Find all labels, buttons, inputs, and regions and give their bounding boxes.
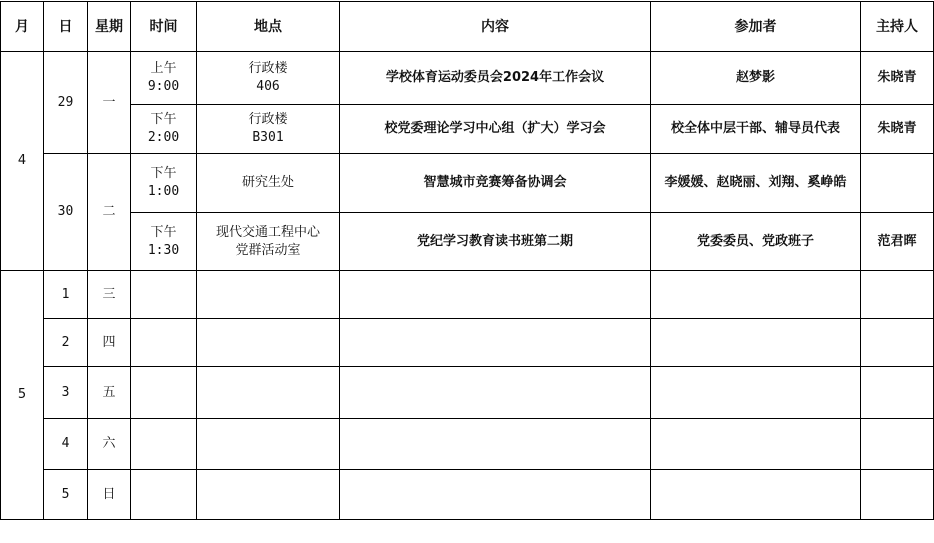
- day-cell: 2: [44, 319, 88, 367]
- participants-cell: [651, 319, 861, 367]
- host-cell: [861, 419, 934, 470]
- header-participants: 参加者: [651, 2, 861, 52]
- host-cell: [861, 271, 934, 319]
- participants-cell: 赵梦影: [651, 52, 861, 105]
- table-header-row: [1, 2, 934, 52]
- header-time: 时间: [131, 2, 197, 52]
- meeting-schedule-table: [0, 1, 934, 520]
- content-cell: [340, 271, 651, 319]
- participants-cell: 校全体中层干部、辅导员代表: [651, 105, 861, 154]
- time-cell: [131, 271, 197, 319]
- time-cell: [131, 154, 197, 213]
- host-cell: 朱晓青: [861, 52, 934, 105]
- table-row: [1, 319, 934, 367]
- weekday-cell: 四: [88, 319, 131, 367]
- time-clock: 2:00: [147, 130, 180, 145]
- table-row: [1, 105, 934, 154]
- time-cell: [131, 470, 197, 520]
- weekday-cell: 日: [88, 470, 131, 520]
- location-line: 406: [256, 79, 280, 94]
- location-cell: [197, 470, 340, 520]
- location-line: 行政楼: [248, 61, 288, 76]
- content-cell: [340, 470, 651, 520]
- participants-cell: [651, 271, 861, 319]
- content-cell: [340, 419, 651, 470]
- location-line: 现代交通工程中心: [215, 224, 320, 240]
- content-cell: 学校体育运动委员会2024年工作会议: [340, 52, 651, 105]
- participants-cell: 党委委员、党政班子: [651, 213, 861, 271]
- time-cell: [131, 319, 197, 367]
- table-row: [1, 419, 934, 470]
- time-cell: [131, 367, 197, 419]
- participants-cell: [651, 367, 861, 419]
- participants-cell: [651, 419, 861, 470]
- location-cell: [197, 105, 340, 154]
- location-cell: [197, 367, 340, 419]
- day-cell: 1: [44, 271, 88, 319]
- location-cell: [197, 419, 340, 470]
- location-line: 行政楼: [248, 112, 288, 127]
- month-cell: 5: [1, 271, 44, 520]
- day-cell: 4: [44, 419, 88, 470]
- location-cell: [197, 271, 340, 319]
- header-weekday: 星期: [88, 2, 131, 52]
- header-host: 主持人: [861, 2, 934, 52]
- time-cell: [131, 213, 197, 271]
- participants-cell: [651, 470, 861, 520]
- weekday-cell: 一: [88, 52, 131, 154]
- header-location: 地点: [197, 2, 340, 52]
- host-cell: [861, 319, 934, 367]
- day-cell: 3: [44, 367, 88, 419]
- table-row: [1, 367, 934, 419]
- weekday-cell: 二: [88, 154, 131, 271]
- header-content: 内容: [340, 2, 651, 52]
- content-cell: [340, 367, 651, 419]
- participants-cell: 李媛媛、赵晓丽、刘翔、奚峥皓: [651, 154, 861, 213]
- content-cell: 校党委理论学习中心组（扩大）学习会: [340, 105, 651, 154]
- month-cell: 4: [1, 52, 44, 271]
- header-month: 月: [1, 2, 44, 52]
- weekday-cell: 六: [88, 419, 131, 470]
- time-period: 上午: [150, 61, 177, 76]
- content-cell: 智慧城市竞赛筹备协调会: [340, 154, 651, 213]
- host-cell: 朱晓青: [861, 105, 934, 154]
- weekday-cell: 五: [88, 367, 131, 419]
- host-cell: [861, 367, 934, 419]
- location-line: 研究生处: [241, 175, 294, 190]
- location-line: 党群活动室: [235, 242, 301, 258]
- content-cell: 党纪学习教育读书班第二期: [340, 213, 651, 271]
- host-cell: [861, 154, 934, 213]
- weekday-cell: 三: [88, 271, 131, 319]
- time-clock: 1:00: [147, 184, 180, 199]
- host-cell: [861, 470, 934, 520]
- location-cell: [197, 319, 340, 367]
- header-day: 日: [44, 2, 88, 52]
- location-cell: [197, 154, 340, 213]
- time-cell: [131, 52, 197, 105]
- time-clock: 1:30: [147, 242, 180, 258]
- time-period: 下午: [150, 224, 177, 240]
- location-line: B301: [252, 130, 284, 145]
- table-row: [1, 213, 934, 271]
- time-clock: 9:00: [147, 79, 180, 94]
- table-row: [1, 271, 934, 319]
- table-row: [1, 470, 934, 520]
- day-cell: 30: [44, 154, 88, 271]
- content-cell: [340, 319, 651, 367]
- time-period: 下午: [150, 112, 177, 127]
- host-cell: 范君晖: [861, 213, 934, 271]
- time-period: 下午: [150, 166, 177, 181]
- time-cell: [131, 419, 197, 470]
- day-cell: 5: [44, 470, 88, 520]
- time-cell: [131, 105, 197, 154]
- location-cell: [197, 213, 340, 271]
- table-row: [1, 52, 934, 105]
- table-row: [1, 154, 934, 213]
- location-cell: [197, 52, 340, 105]
- day-cell: 29: [44, 52, 88, 154]
